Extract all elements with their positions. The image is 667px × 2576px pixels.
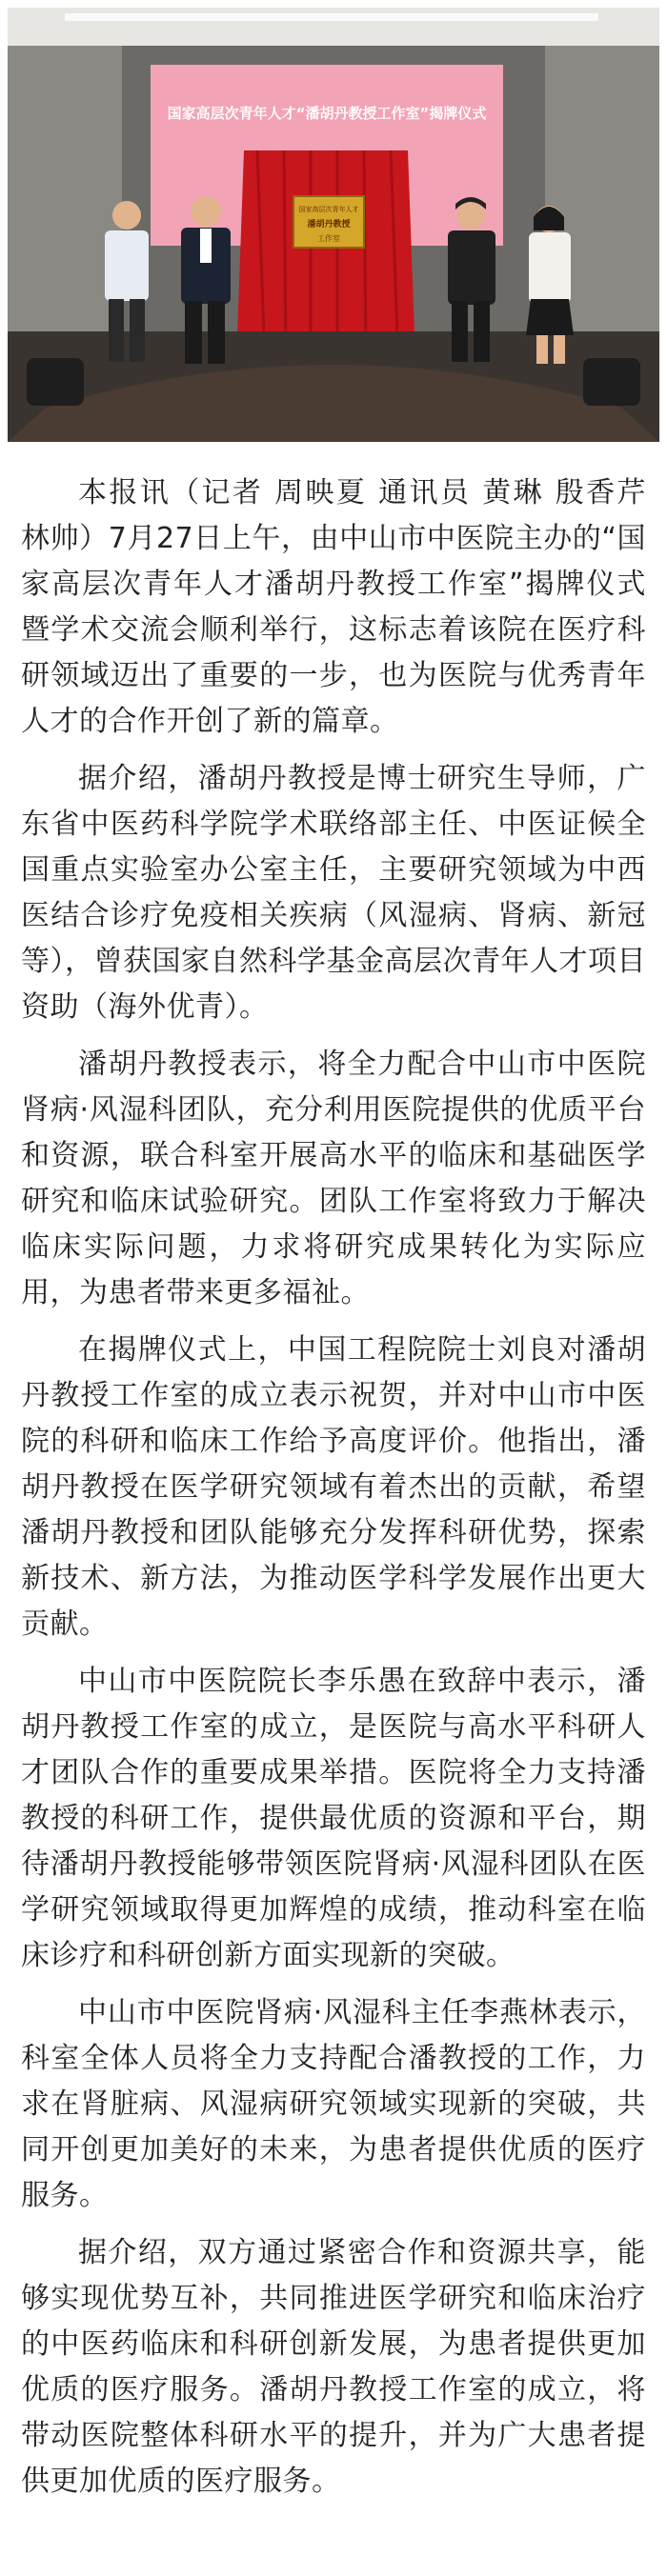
plaque-line-1: 国家高层次青年人才 [298, 206, 359, 213]
article-paragraph-3: 潘胡丹教授表示，将全力配合中山市中医院肾病·风湿科团队，充分利用医院提供的优质平台和资源，联合科室开展高水平的临床和基础医学研究和临床试验研究。团队工作室将致力于解决临床实际问题，力求将研究成果转化为实际应用，为患者带来更多福祉。 [21, 1048, 646, 1309]
chair-right [583, 358, 640, 406]
chair-left [27, 358, 84, 406]
news-article [0, 442, 667, 2505]
plaque-line-3: 工作室 [317, 234, 340, 243]
article-paragraph-2: 据介绍，潘胡丹教授是博士研究生导师，广东省中医药科学院学术联络部主任、中医证候全国重点实验室办公室主任，主要研究领域为中西医结合诊疗免疫相关疾病（风湿病、肾病、新冠等），曾获国家自然科学基金高层次青年人才项目资助（海外优青）。 [21, 762, 646, 1024]
news-photo [8, 8, 659, 442]
ceremony-illustration [8, 8, 659, 442]
screen-title: 国家高层次青年人才“潘胡丹教授工作室”揭牌仪式 [167, 105, 487, 122]
article-paragraph-6: 中山市中医院肾病·风湿科主任李燕林表示，科室全体人员将全力支持配合潘教授的工作，力求在肾脏病、风湿病研究领域实现新的突破，共同开创更加美好的未来，为患者提供优质的医疗服务。 [21, 1996, 646, 2212]
ceiling-light [65, 13, 598, 21]
article-paragraph-1: 本报讯（记者 周映夏 通讯员 黄琳 殷香芹 林帅）7月27日上午，由中山市中医院主办的“国家高层次青年人才潘胡丹教授工作室”揭牌仪式暨学术交流会顺利举行，这标志着该院在医疗科研领域迈出了重要的一步，也为医院与优秀青年人才的合作开创了新的篇章。 [21, 476, 646, 738]
plaque-line-2: 潘胡丹教授 [307, 220, 351, 230]
article-paragraph-5: 中山市中医院院长李乐愚在致辞中表示，潘胡丹教授工作室的成立，是医院与高水平科研人才团队合作的重要成果举措。医院将全力支持潘教授的科研工作，提供最优质的资源和平台，期待潘胡丹教授能够带领医院肾病·风湿科团队在医学研究领域取得更加辉煌的成绩，推动科室在临床诊疗和科研创新方面实现新的突破。 [21, 1665, 646, 1972]
article-paragraph-7: 据介绍，双方通过紧密合作和资源共享，能够实现优势互补，共同推进医学研究和临床治疗的中医药临床和科研创新发展，为患者提供更加优质的医疗服务。潘胡丹教授工作室的成立，将带动医院整体科研水平的提升，并为广大患者提供更加优质的医疗服务。 [21, 2236, 646, 2498]
article-paragraph-4: 在揭牌仪式上，中国工程院院士刘良对潘胡丹教授工作室的成立表示祝贺，并对中山市中医院的科研和临床工作给予高度评价。他指出，潘胡丹教授在医学研究领域有着杰出的贡献，希望潘胡丹教授和团队能够充分发挥科研优势，探索新技术、新方法，为推动医学科学发展作出更大贡献。 [21, 1333, 646, 1641]
